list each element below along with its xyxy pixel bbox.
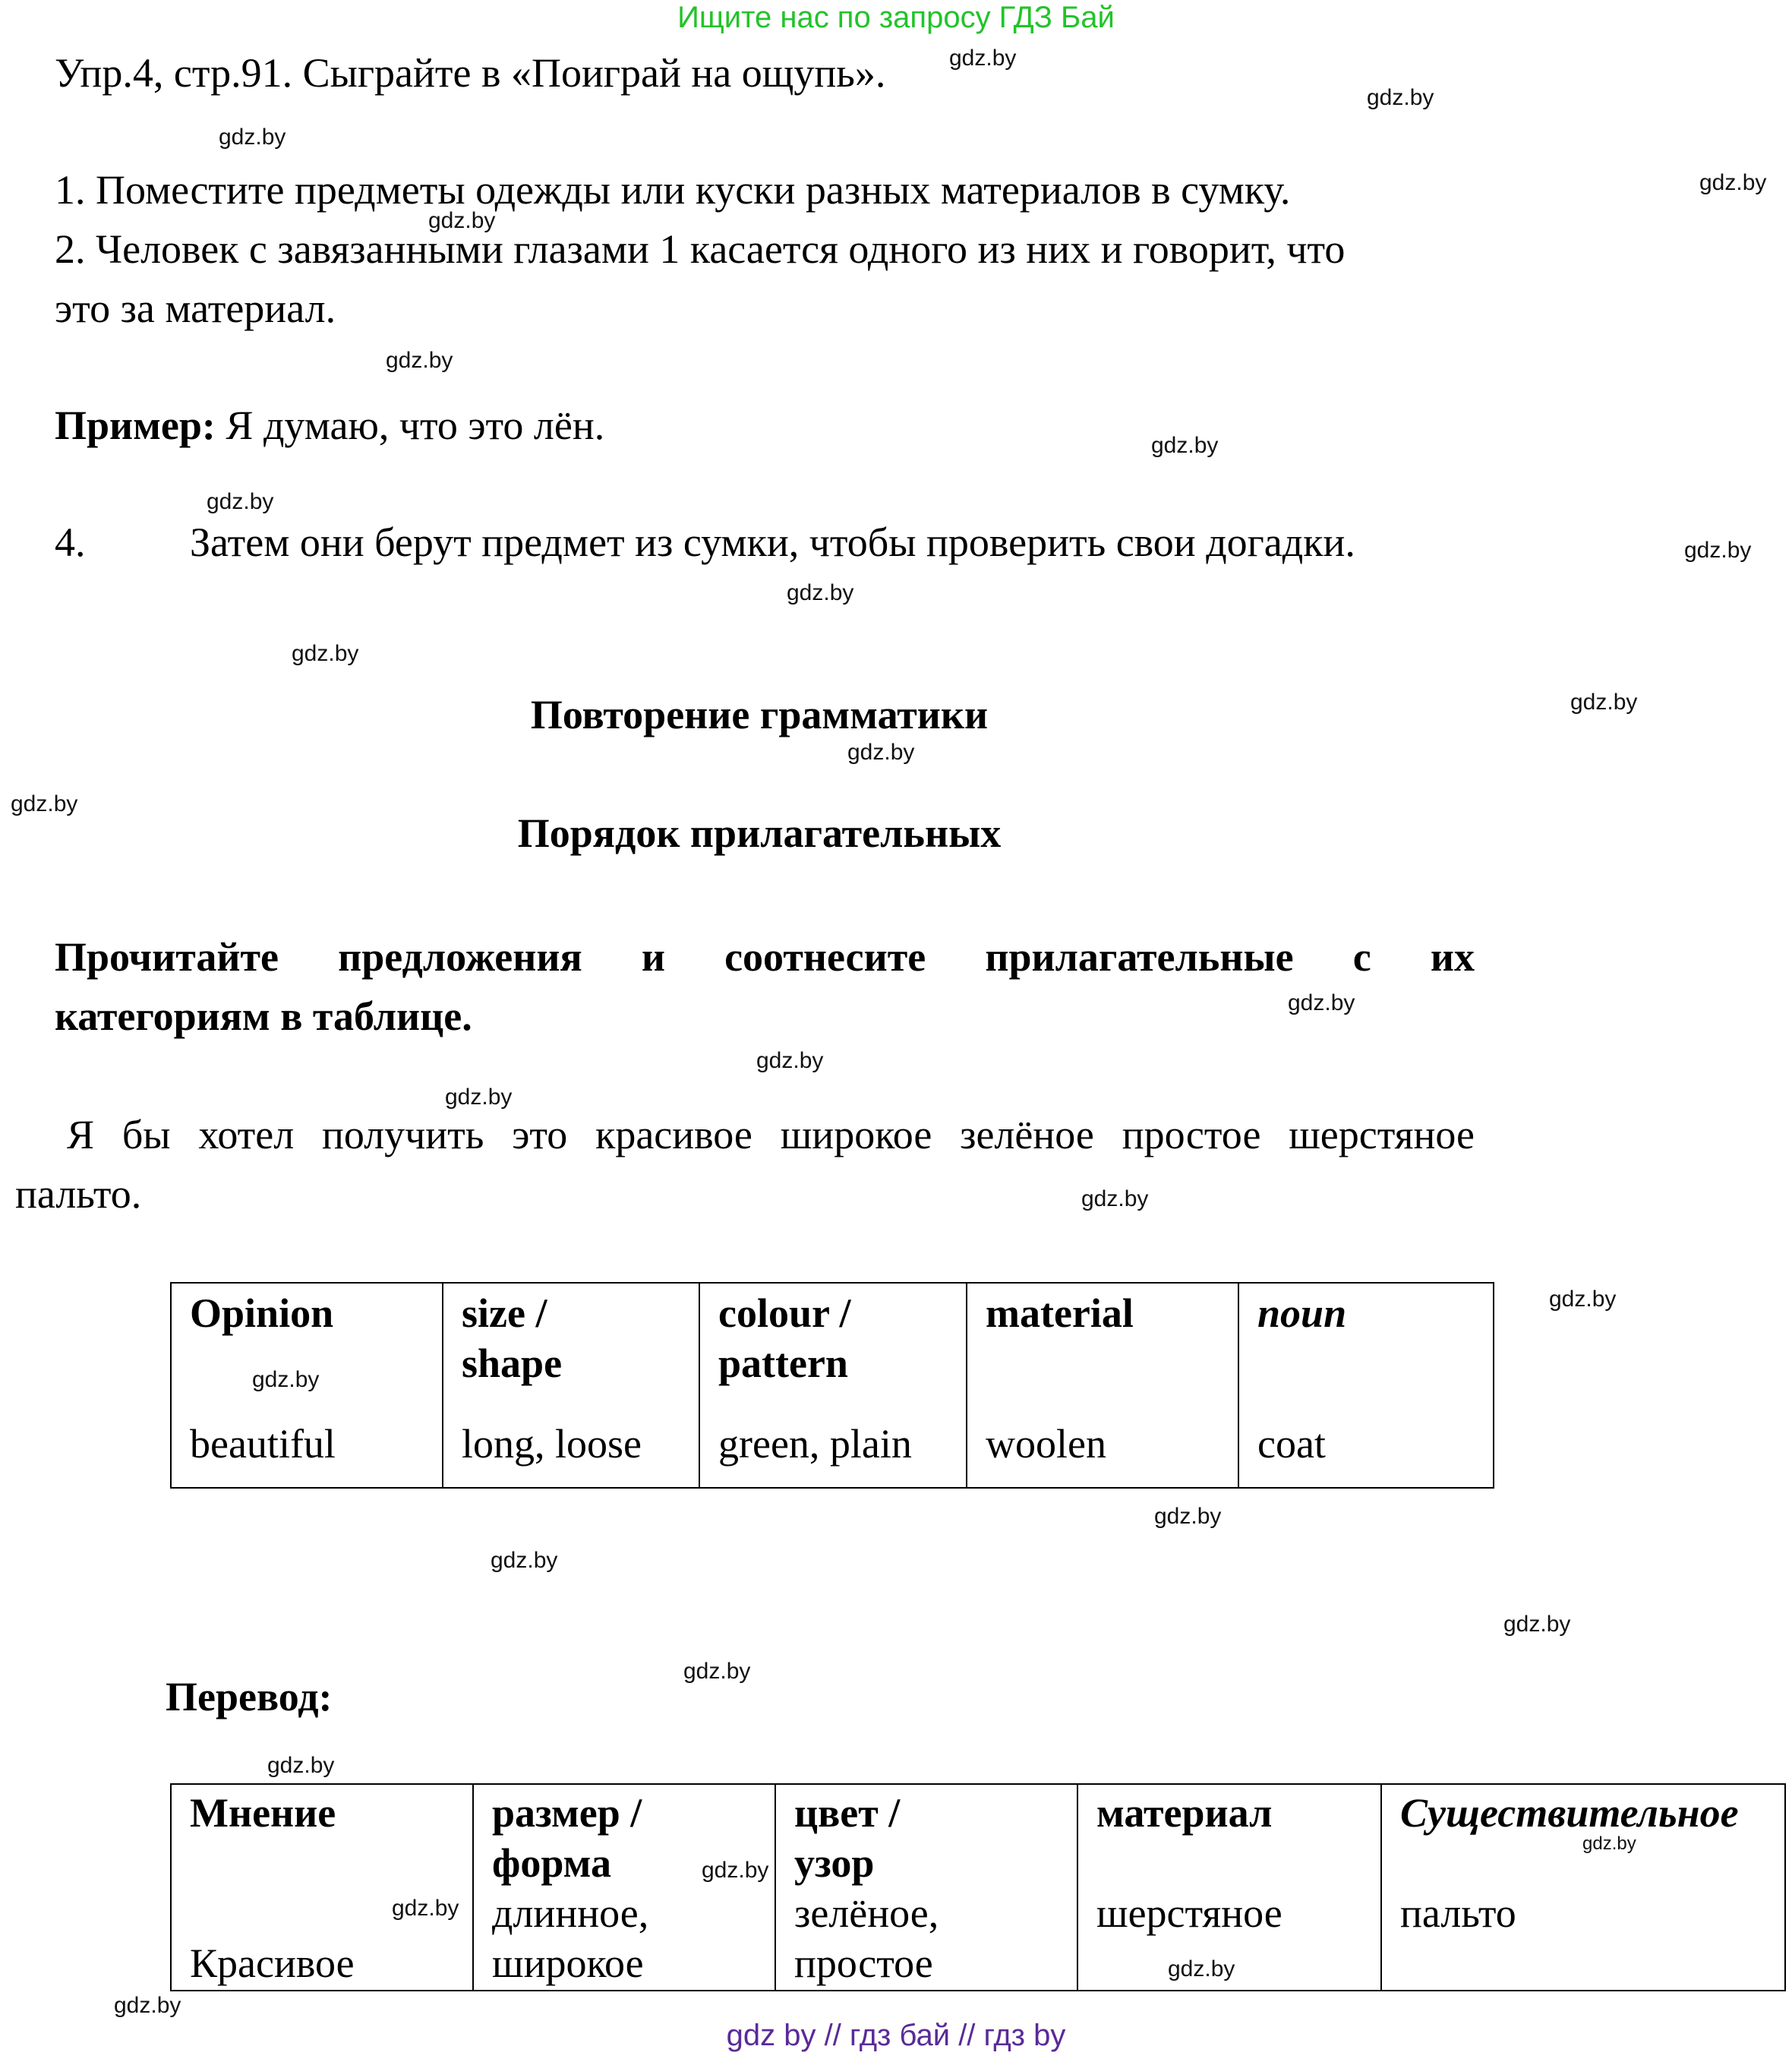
section-heading: Повторение грамматики <box>530 692 989 737</box>
watermark: gdz.by <box>756 1048 824 1073</box>
value-colour-ru-2: простое <box>794 1940 933 1986</box>
step-2-line-1: 2. Человек с завязанными глазами 1 касается одного из них и говорит, что <box>55 226 1346 272</box>
watermark: gdz.by <box>114 1993 181 2018</box>
instruction-line-2: категориям в таблице. <box>55 993 472 1039</box>
step-4-text: Затем они берут предмет из сумки, чтобы проверить свои догадки. <box>190 519 1355 565</box>
watermark: gdz.by <box>702 1858 769 1883</box>
watermark: gdz.by <box>392 1896 459 1921</box>
watermark: gdz.by <box>292 641 359 666</box>
col-header-opinion-ru: Мнение <box>190 1790 336 1836</box>
value-opinion: beautiful <box>190 1421 336 1467</box>
watermark: gdz.by <box>787 580 854 605</box>
value-material-ru: шерстяное <box>1096 1890 1282 1936</box>
col-header-shape-ru: форма <box>492 1840 611 1886</box>
col-header-opinion: Opinion <box>190 1290 334 1336</box>
col-header-pattern: pattern <box>718 1340 848 1386</box>
col-header-size-ru: размер / <box>492 1790 642 1836</box>
value-colour-ru-1: зелёное, <box>794 1890 939 1936</box>
watermark: gdz.by <box>445 1085 513 1110</box>
table-cell <box>699 1283 967 1488</box>
watermark: gdz.by <box>207 489 274 514</box>
sentence-line-2: пальто. <box>15 1171 142 1217</box>
watermark: gdz.by <box>491 1548 558 1573</box>
col-header-noun-ru: Существительное <box>1400 1790 1739 1836</box>
step-1: 1. Поместите предметы одежды или куски разных материалов в сумку. <box>55 167 1291 213</box>
example-text: Я думаю, что это лён. <box>215 403 605 448</box>
value-opinion-ru: Красивое <box>190 1940 355 1986</box>
table-row <box>171 1283 1494 1488</box>
watermark: gdz.by <box>1288 990 1355 1015</box>
watermark: gdz.by <box>1549 1287 1617 1312</box>
subheading: Порядок прилагательных <box>517 810 1002 856</box>
watermark: gdz.by <box>1503 1612 1571 1637</box>
top-banner: Ищите нас по запросу ГДЗ Бай <box>677 1 1115 34</box>
table-cell <box>171 1784 473 1991</box>
watermark: gdz.by <box>1081 1186 1149 1211</box>
categories-table-en <box>170 1282 1494 1489</box>
sentence-line-1: Я бы хотел получить это красивое широкое зелёное простое шерстяное <box>67 1112 1475 1157</box>
value-noun: coat <box>1257 1421 1326 1467</box>
col-header-material-ru: материал <box>1096 1790 1273 1836</box>
table-cell <box>1238 1283 1494 1488</box>
table-cell <box>443 1283 699 1488</box>
step-4-number: 4. <box>55 519 86 565</box>
value-colour-pattern: green, plain <box>718 1421 912 1467</box>
instruction-line-1: Прочитайте предложения и соотнесите прилагательные с их <box>55 934 1475 980</box>
categories-table-ru <box>170 1783 1786 1991</box>
watermark: gdz.by <box>949 46 1017 71</box>
value-material: woolen <box>986 1421 1106 1467</box>
watermark: gdz.by <box>1367 85 1434 110</box>
translation-label: Перевод: <box>166 1674 333 1719</box>
step-2-line-2: это за материал. <box>55 286 336 331</box>
watermark: gdz.by <box>1168 1956 1235 1981</box>
col-header-pattern-ru: узор <box>794 1840 875 1886</box>
watermark: gdz.by <box>1570 690 1638 715</box>
watermark: gdz.by <box>683 1659 751 1684</box>
watermark: gdz.by <box>11 791 78 816</box>
value-size-ru-1: длинное, <box>492 1890 649 1936</box>
exercise-title: Упр.4, стр.91. Сыграйте в «Поиграй на ощупь». <box>55 50 886 96</box>
table-cell <box>967 1283 1238 1488</box>
example-label: Пример: <box>55 403 216 448</box>
watermark: gdz.by <box>428 208 496 233</box>
value-noun-ru: пальто <box>1400 1890 1516 1936</box>
col-header-shape: shape <box>462 1340 563 1386</box>
table-row <box>171 1784 1785 1991</box>
table-cell <box>1381 1784 1785 1991</box>
col-header-size: size / <box>462 1290 547 1336</box>
watermark: gdz.by <box>219 125 286 150</box>
col-header-colour: colour / <box>718 1290 851 1336</box>
watermark: gdz.by <box>1582 1833 1636 1854</box>
watermark: gdz.by <box>847 740 915 765</box>
table-cell <box>473 1784 775 1991</box>
col-header-material: material <box>986 1290 1134 1336</box>
footer-links: gdz by // гдз бай // гдз by <box>726 2019 1066 2052</box>
watermark: gdz.by <box>1699 170 1767 195</box>
table-cell <box>775 1784 1077 1991</box>
col-header-colour-ru: цвет / <box>794 1790 901 1836</box>
watermark: gdz.by <box>252 1367 320 1392</box>
watermark: gdz.by <box>1154 1504 1222 1529</box>
watermark: gdz.by <box>1151 433 1219 458</box>
watermark: gdz.by <box>267 1753 335 1778</box>
value-size-ru-2: широкое <box>492 1940 644 1986</box>
watermark: gdz.by <box>1684 538 1752 563</box>
value-size-shape: long, loose <box>462 1421 642 1467</box>
col-header-noun: noun <box>1257 1290 1347 1336</box>
example <box>55 396 604 454</box>
watermark: gdz.by <box>386 348 453 373</box>
